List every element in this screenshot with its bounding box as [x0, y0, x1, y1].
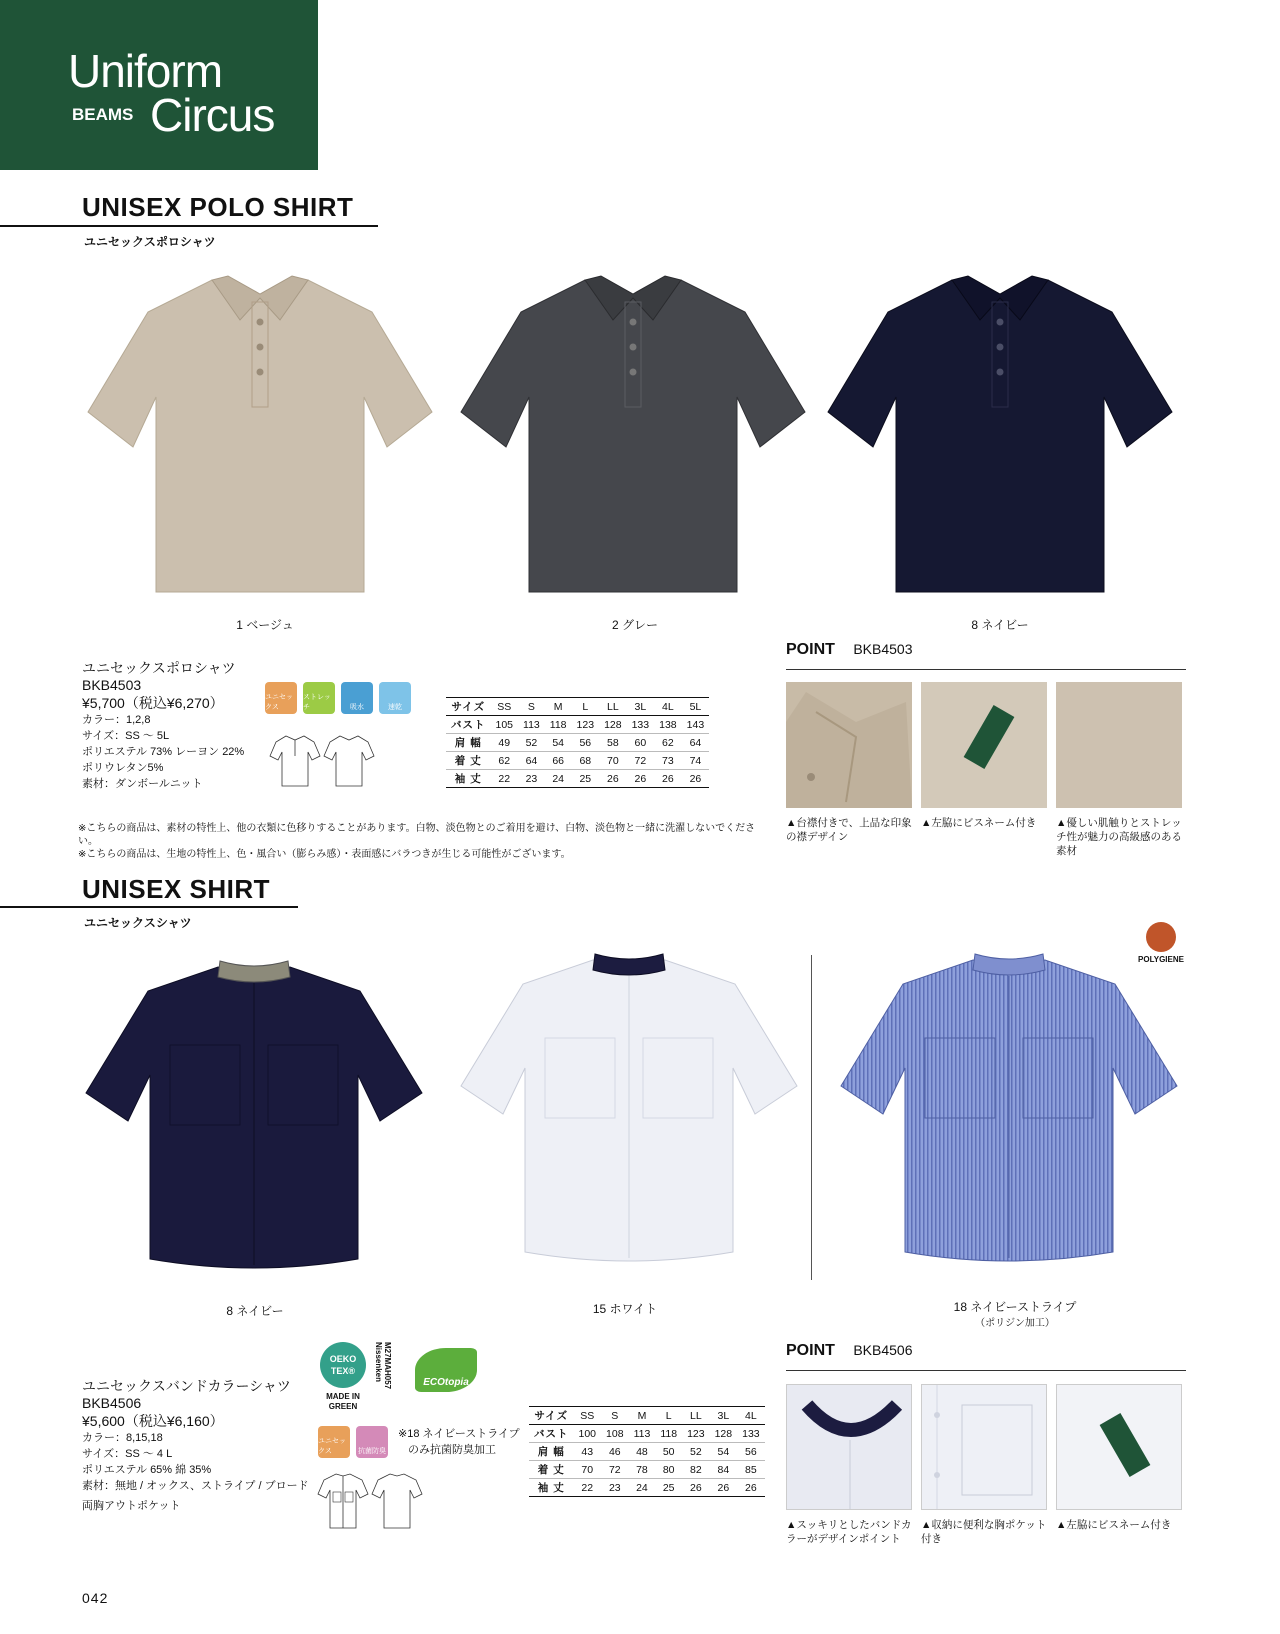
table-row: 着 丈 70 72 78 80 82 84 85 [529, 1461, 765, 1479]
shirt-garment-white [455, 948, 803, 1268]
table-row: 肩 幅 43 46 48 50 52 54 56 [529, 1443, 765, 1461]
polo-spec-size: サイズ：SS ～ 5L [82, 730, 170, 742]
shirt-product-info [82, 1378, 322, 1514]
shirt-point-code: BKB4506 [853, 1342, 913, 1358]
shirt-point-rule [786, 1370, 1186, 1371]
shirt-flat-sketch [316, 1470, 426, 1532]
polo-care-notes [78, 822, 758, 861]
shirt-garment-navy [80, 955, 428, 1275]
shirt-color-sublabel-18: （ポリジン加工） [975, 1318, 1055, 1329]
shirt-title-rule [0, 906, 298, 908]
polo-note-2: ※こちらの商品は、生地の特性上、色・風合い（膨らみ感）・表面感にバラつきが生じる可能性がございます。 [78, 849, 571, 860]
polo-spec-material1: ポリエステル 73% レーヨン 22% [82, 746, 245, 758]
shirt-product-code: BKB4506 [82, 1395, 142, 1411]
polo-point-rule [786, 669, 1186, 670]
polo-flat-sketch [268, 730, 378, 790]
polo-product-code: BKB4503 [82, 677, 142, 693]
ecotopia-logo: ECOtopia [415, 1348, 477, 1392]
polo-point-header [786, 641, 913, 659]
shirt-section-title: UNISEX SHIRT [82, 874, 271, 904]
polo-garment-navy [822, 272, 1178, 598]
brand-line2: BEAMS [72, 105, 134, 124]
polo-spec-fabric: 素材：ダンボールニット [82, 778, 203, 790]
polo-color-caption-2: 2 グレー [611, 618, 658, 632]
shirt-spec-pocket: 両胸アウトポケット [82, 1500, 181, 1512]
polo-feature-badges [265, 682, 411, 714]
quick-dry-badge: 速乾 [379, 682, 411, 714]
polo-point-caption-3: ▲優しい肌触りとストレッチ性が魅力の高級感のある素材 [1056, 817, 1182, 857]
shirt-point-heading: POINT [786, 1342, 835, 1359]
shirt-point-image-collar [786, 1384, 912, 1510]
polo-garment-beige [82, 272, 438, 598]
oeko-tex-code: M27MAH057 Nissenken [374, 1342, 392, 1390]
table-row: 着 丈 62 64 66 68 70 72 73 74 [446, 752, 709, 770]
brand-line3: Circus [150, 89, 275, 141]
shirt-badge-note-1: ※18 ネイビーストライプ [398, 1428, 520, 1440]
shirt-color-caption-18: 18 ネイビーストライプ [953, 1300, 1077, 1314]
shirt-point-image-tag [1056, 1384, 1182, 1510]
unisex-badge: ユニセックス [318, 1426, 350, 1458]
made-in-green-label: MADE IN GREEN [326, 1392, 360, 1411]
brand-logo [0, 0, 318, 170]
oeko-tex-icon: OEKO TEX® [320, 1342, 366, 1388]
absorb-badge: 吸水 [341, 682, 373, 714]
polo-title-rule [0, 225, 378, 227]
polo-product-price: ¥5,700（税込¥6,270） [82, 695, 224, 711]
polo-point-caption-1: ▲台襟付きで、上品な印象の襟デザイン [786, 817, 912, 843]
polo-note-1: ※こちらの商品は、素材の特性上、他の衣類に色移りすることがあります。白物、淡色物とのご着用を避け、白物、淡色物と一緒に洗濯しないでください。 [78, 823, 756, 847]
shirt-point-caption-3: ▲左脇にビスネーム付き [1056, 1519, 1172, 1531]
shirt-spec-size: サイズ：SS ～ 4 L [82, 1448, 173, 1460]
table-row: バスト 105 113 118 123 128 133 138 143 [446, 716, 709, 734]
shirt-color-caption-15: 15 ホワイト [592, 1302, 658, 1316]
shirt-spec-fabric: 素材：無地 / オックス、ストライプ / ブロード [82, 1480, 309, 1492]
polo-product-name: ユニセックスポロシャツ [82, 660, 236, 676]
polo-section-subtitle: ユニセックスポロシャツ [84, 235, 216, 249]
shirt-divider [811, 955, 812, 1280]
page-number: 042 [82, 1590, 109, 1606]
polo-point-heading: POINT [786, 641, 835, 658]
stretch-badge: ストレッチ [303, 682, 335, 714]
polygiene-label: POLYGIENE [1138, 955, 1184, 964]
polo-color-caption-1: 1 ベージュ [236, 618, 294, 632]
shirt-spec-color: カラー：8,15,18 [82, 1432, 163, 1444]
antibacterial-badge: 抗菌防臭 [356, 1426, 388, 1458]
shirt-spec-material: ポリエステル 65% 綿 35% [82, 1464, 212, 1476]
polo-size-table: サイズ SS S M L LL 3L 4L 5L バスト 105 113 118 123 128 133 138 143 肩 幅 49 52 54 56 58 60 62 64 着 丈 62 64 66 68 70 72 73 74 袖 丈 22 23 24 25 26 26 26 26 [446, 697, 709, 788]
polo-color-caption-8: 8 ネイビー [971, 618, 1029, 632]
polo-point-code: BKB4503 [853, 641, 913, 657]
polo-point-image-collar [786, 682, 912, 808]
shirt-product-price: ¥5,600（税込¥6,160） [82, 1413, 224, 1429]
polo-point-image-fabric [1056, 682, 1182, 808]
unisex-badge: ユニセックス [265, 682, 297, 714]
polo-point-image-tag [921, 682, 1047, 808]
shirt-badge-note-2: のみ抗菌防臭加工 [408, 1444, 496, 1456]
shirt-size-table: サイズ SS S M L LL 3L 4L バスト 100 108 113 118 123 128 133 肩 幅 43 46 48 50 52 54 56 着 丈 70 72 78 80 82 84 85 袖 丈 22 23 24 25 26 26 26 [529, 1406, 765, 1497]
shirt-feature-badges [318, 1426, 388, 1458]
brand-line1: Uniform [68, 45, 223, 97]
polo-spec-material2: ポリウレタン5% [82, 762, 164, 774]
shirt-point-caption-2: ▲収納に便利な胸ポケット付き [921, 1519, 1047, 1545]
shirt-point-header [786, 1342, 913, 1360]
shirt-garment-stripe [835, 948, 1183, 1268]
shirt-point-image-pocket [921, 1384, 1047, 1510]
polo-spec-color: カラー：1,2,8 [82, 714, 151, 726]
polo-section-title: UNISEX POLO SHIRT [82, 192, 354, 222]
table-row: 袖 丈 22 23 24 25 26 26 26 26 [446, 770, 709, 788]
polo-point-caption-2: ▲左脇にビスネーム付き [921, 817, 1037, 829]
polo-product-info [82, 660, 262, 792]
polo-garment-gray [455, 272, 811, 598]
shirt-color-caption-8: 8 ネイビー [226, 1304, 284, 1318]
shirt-point-caption-1: ▲スッキリとしたバンドカラーがデザインポイント [786, 1519, 912, 1545]
shirt-section-subtitle: ユニセックスシャツ [84, 916, 192, 930]
table-row: バスト 100 108 113 118 123 128 133 [529, 1425, 765, 1443]
table-row: 袖 丈 22 23 24 25 26 26 26 [529, 1479, 765, 1497]
shirt-product-name: ユニセックスバンドカラーシャツ [82, 1378, 291, 1394]
table-row: 肩 幅 49 52 54 56 58 60 62 64 [446, 734, 709, 752]
